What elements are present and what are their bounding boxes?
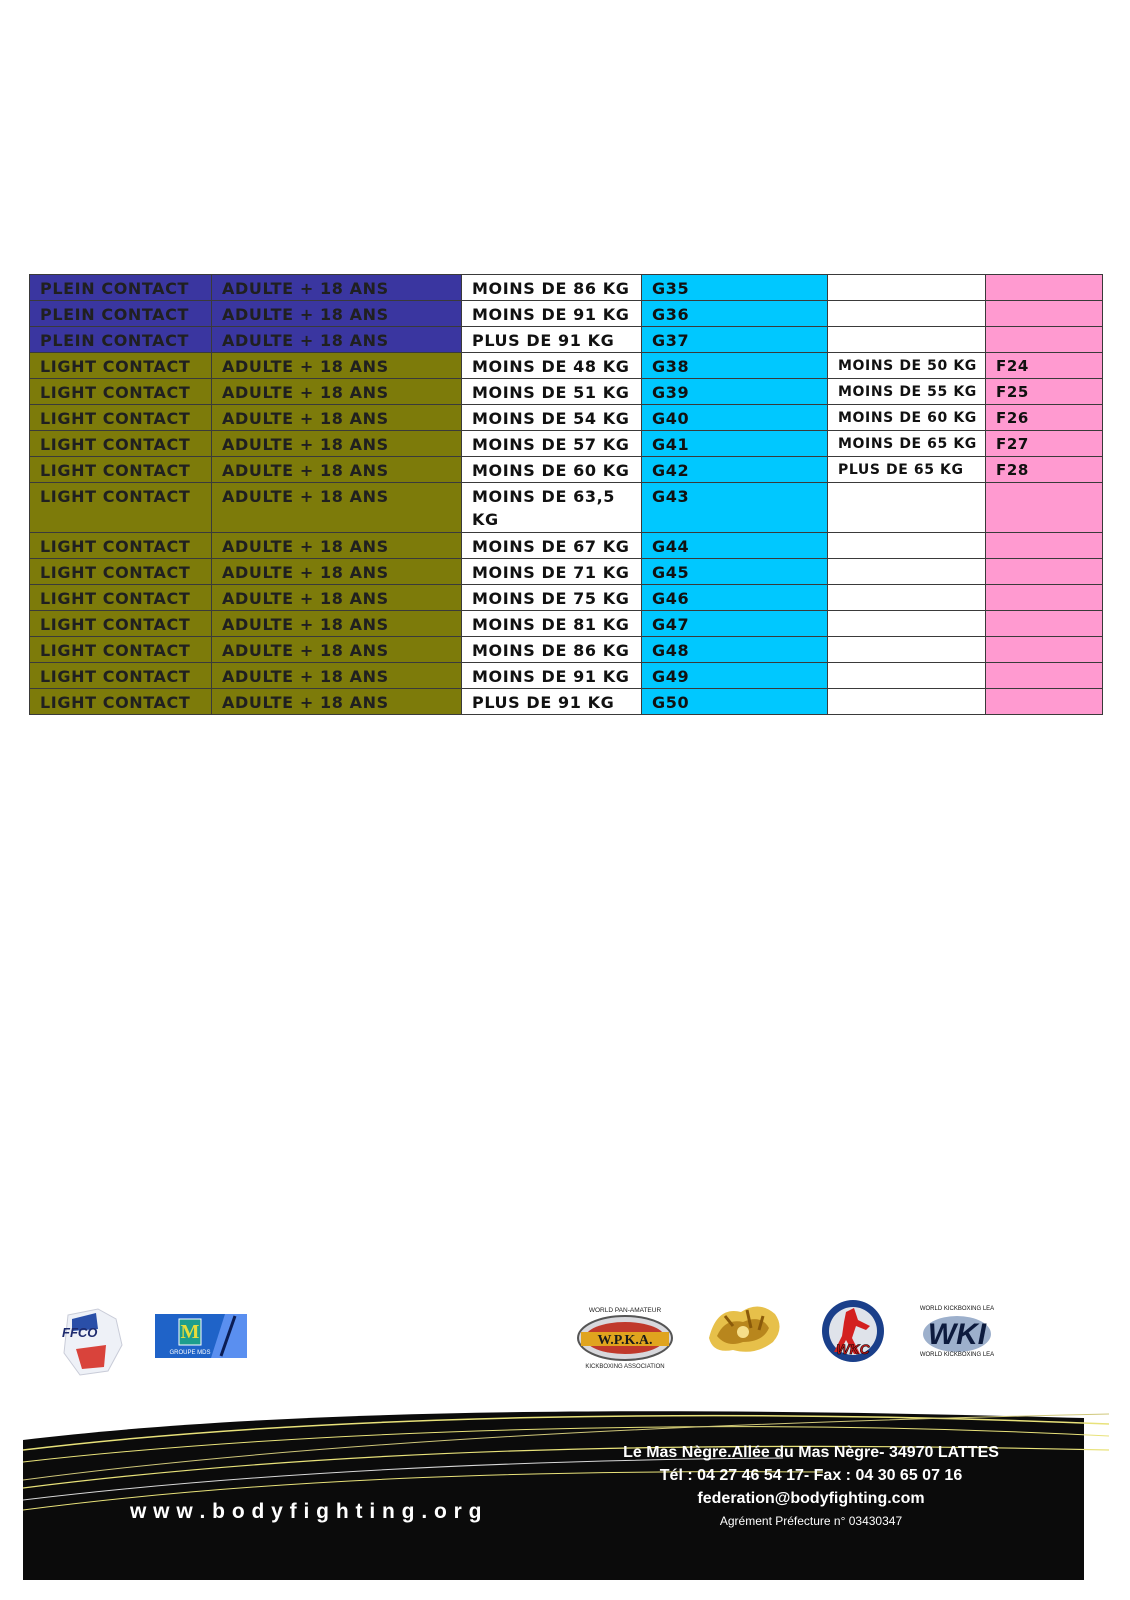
table-row [30,585,1103,611]
age-cell: ADULTE + 18 ANS [212,585,462,611]
age-cell: ADULTE + 18 ANS [212,559,462,585]
men-weight-cell: MOINS DE 67 KG [462,533,642,559]
footer-email[interactable]: federation@bodyfighting.com [697,1490,925,1507]
women-weight-cell [828,533,986,559]
men-weight-cell: MOINS DE 63,5 KG [462,483,642,533]
men-code-cell: G35 [642,275,828,301]
women-code-cell [986,611,1103,637]
table-row [30,663,1103,689]
discipline-cell: PLEIN CONTACT [30,301,212,327]
groupe-mds-logo [155,1314,247,1358]
discipline-cell: LIGHT CONTACT [30,431,212,457]
men-weight-cell: MOINS DE 86 KG [462,637,642,663]
wkc-logo [820,1298,886,1364]
dragon-emblem-logo [703,1298,787,1360]
women-weight-cell [828,559,986,585]
women-weight-cell: MOINS DE 60 KG [828,405,986,431]
women-weight-cell [828,585,986,611]
women-weight-cell: MOINS DE 65 KG [828,431,986,457]
men-weight-cell: MOINS DE 54 KG [462,405,642,431]
men-weight-cell: PLUS DE 91 KG [462,689,642,715]
table-row [30,611,1103,637]
ffco-text: FFCO [62,1325,98,1340]
women-code-cell [986,483,1103,533]
table-row [30,275,1103,301]
wpka-top-text: WORLD PAN-AMATEUR [588,1307,662,1314]
men-code-cell: G42 [642,457,828,483]
men-code-cell: G49 [642,663,828,689]
discipline-cell: LIGHT CONTACT [30,637,212,663]
men-weight-cell: MOINS DE 86 KG [462,275,642,301]
women-code-cell: F26 [986,405,1103,431]
discipline-cell: PLEIN CONTACT [30,275,212,301]
ffco-logo [58,1305,128,1383]
women-weight-cell [828,689,986,715]
table-row [30,353,1103,379]
wki-top-text: WORLD KICKBOXING LEA [920,1306,994,1312]
table-row [30,689,1103,715]
women-weight-cell: MOINS DE 55 KG [828,379,986,405]
men-code-cell: G38 [642,353,828,379]
women-code-cell [986,301,1103,327]
wpka-text: W.P.K.A. [597,1333,653,1348]
men-code-cell: G37 [642,327,828,353]
men-code-cell: G39 [642,379,828,405]
men-weight-cell: MOINS DE 48 KG [462,353,642,379]
categories-table [29,274,1103,715]
table-row [30,637,1103,663]
men-code-cell: G50 [642,689,828,715]
discipline-cell: LIGHT CONTACT [30,585,212,611]
men-code-cell: G36 [642,301,828,327]
women-code-cell [986,327,1103,353]
table-row [30,483,1103,533]
table-row [30,379,1103,405]
svg-text:M: M [180,1321,200,1343]
women-weight-cell: PLUS DE 65 KG [828,457,986,483]
women-weight-cell: MOINS DE 50 KG [828,353,986,379]
women-code-cell [986,533,1103,559]
men-weight-cell: MOINS DE 91 KG [462,663,642,689]
age-cell: ADULTE + 18 ANS [212,379,462,405]
discipline-cell: LIGHT CONTACT [30,405,212,431]
men-code-cell: G44 [642,533,828,559]
categories-table-body [30,275,1103,715]
women-code-cell [986,275,1103,301]
discipline-cell: LIGHT CONTACT [30,533,212,559]
age-cell: ADULTE + 18 ANS [212,637,462,663]
footer-agreement: Agrément Préfecture n° 03430347 [719,1514,903,1528]
age-cell: ADULTE + 18 ANS [212,301,462,327]
women-weight-cell [828,637,986,663]
discipline-cell: LIGHT CONTACT [30,457,212,483]
table-row [30,327,1103,353]
table-row [30,431,1103,457]
women-weight-cell [828,611,986,637]
women-code-cell: F28 [986,457,1103,483]
table-row [30,559,1103,585]
discipline-cell: LIGHT CONTACT [30,483,212,533]
men-code-cell: G46 [642,585,828,611]
women-code-cell: F27 [986,431,1103,457]
table-row [30,301,1103,327]
men-weight-cell: MOINS DE 57 KG [462,431,642,457]
footer-address: Le Mas Nègre.Allée du Mas Nègre- 34970 LATTES [623,1444,999,1461]
discipline-cell: LIGHT CONTACT [30,559,212,585]
wkc-text: WKC [836,1341,870,1357]
men-code-cell: G48 [642,637,828,663]
women-code-cell [986,663,1103,689]
women-code-cell [986,689,1103,715]
footer-phone: Tél : 04 27 46 54 17- Fax : 04 30 65 07 16 [659,1467,963,1484]
footer-website[interactable]: w w w . b o d y f i g h t i n g . o r g [130,1500,482,1523]
men-code-cell: G43 [642,483,828,533]
men-code-cell: G45 [642,559,828,585]
discipline-cell: LIGHT CONTACT [30,611,212,637]
wki-logo [920,1302,994,1362]
age-cell: ADULTE + 18 ANS [212,353,462,379]
men-weight-cell: MOINS DE 91 KG [462,301,642,327]
women-code-cell [986,637,1103,663]
age-cell: ADULTE + 18 ANS [212,689,462,715]
men-weight-cell: MOINS DE 75 KG [462,585,642,611]
age-cell: ADULTE + 18 ANS [212,611,462,637]
men-code-cell: G41 [642,431,828,457]
women-weight-cell [828,327,986,353]
groupe-mds-text: GROUPE MDS [169,1350,211,1356]
wki-text: WKI [927,1318,987,1351]
table-row [30,533,1103,559]
men-weight-cell: MOINS DE 81 KG [462,611,642,637]
discipline-cell: LIGHT CONTACT [30,689,212,715]
women-code-cell: F25 [986,379,1103,405]
women-weight-cell [828,301,986,327]
men-weight-cell: PLUS DE 91 KG [462,327,642,353]
men-weight-cell: MOINS DE 60 KG [462,457,642,483]
discipline-cell: PLEIN CONTACT [30,327,212,353]
age-cell: ADULTE + 18 ANS [212,431,462,457]
age-cell: ADULTE + 18 ANS [212,327,462,353]
wpka-bottom-text: KICKBOXING ASSOCIATION [585,1364,665,1370]
women-weight-cell [828,663,986,689]
table-row [30,405,1103,431]
wki-bottom-text: WORLD KICKBOXING LEA [920,1352,994,1358]
men-code-cell: G47 [642,611,828,637]
women-code-cell [986,559,1103,585]
women-weight-cell [828,275,986,301]
table-row [30,457,1103,483]
discipline-cell: LIGHT CONTACT [30,353,212,379]
men-code-cell: G40 [642,405,828,431]
age-cell: ADULTE + 18 ANS [212,533,462,559]
discipline-cell: LIGHT CONTACT [30,379,212,405]
women-weight-cell [828,483,986,533]
age-cell: ADULTE + 18 ANS [212,457,462,483]
discipline-cell: LIGHT CONTACT [30,663,212,689]
wpka-logo [573,1302,677,1374]
men-weight-cell: MOINS DE 71 KG [462,559,642,585]
men-weight-cell: MOINS DE 51 KG [462,379,642,405]
women-code-cell: F24 [986,353,1103,379]
age-cell: ADULTE + 18 ANS [212,275,462,301]
women-code-cell [986,585,1103,611]
age-cell: ADULTE + 18 ANS [212,483,462,533]
age-cell: ADULTE + 18 ANS [212,663,462,689]
age-cell: ADULTE + 18 ANS [212,405,462,431]
